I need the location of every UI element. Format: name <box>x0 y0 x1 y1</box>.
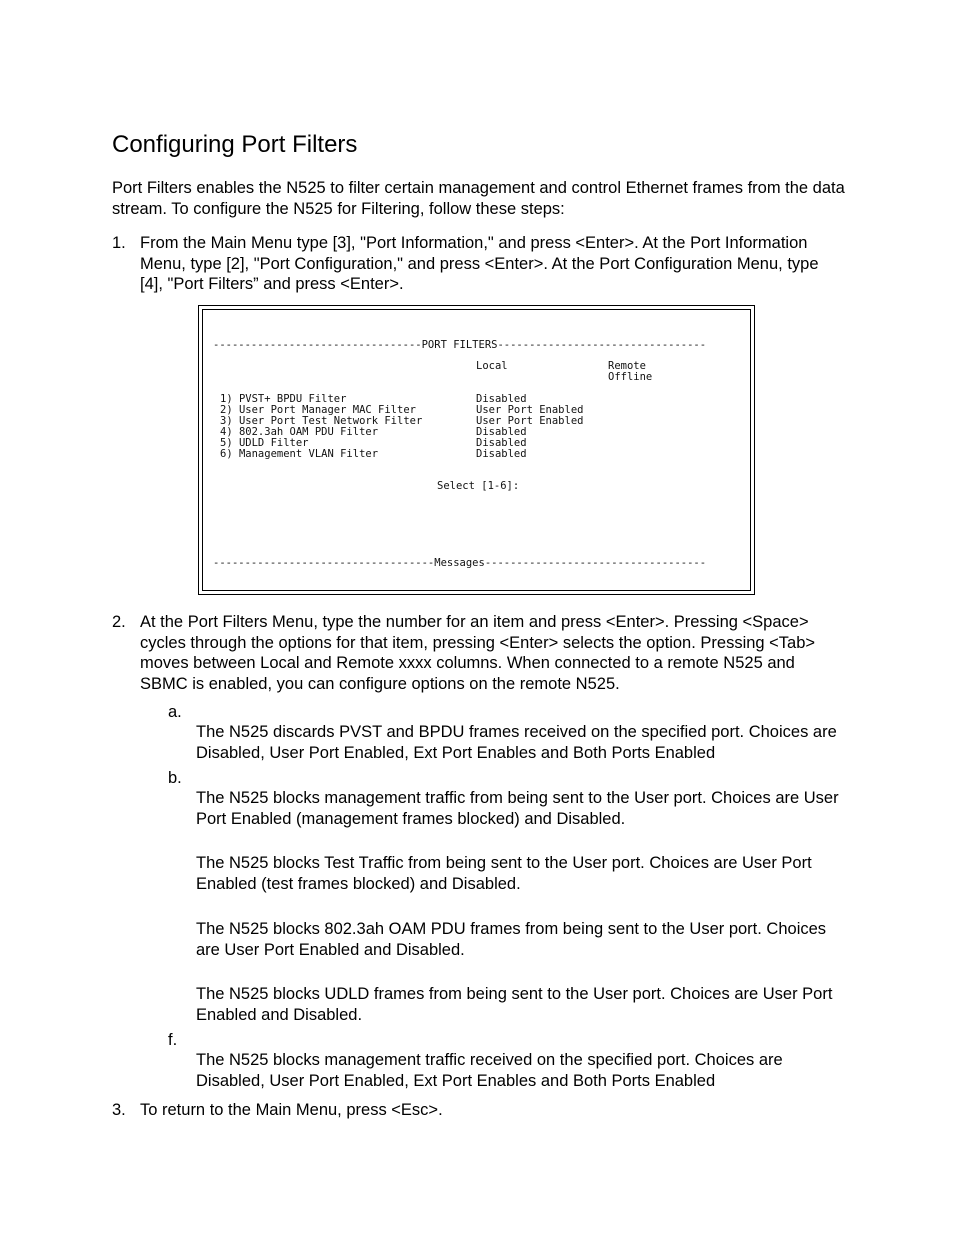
intro-paragraph: Port Filters enables the N525 to filter certain management and control Ethernet frames from the data stream. To configure the N525 for Filtering, follow these steps: <box>112 179 845 218</box>
menu-item-2-local-value: User Port Enabled <box>476 404 584 416</box>
menu-item-3-local-value: User Port Enabled <box>476 415 584 427</box>
column-remote-header: Remote <box>608 360 646 372</box>
remote-status: Offline <box>608 371 653 383</box>
menu-item-5-label[interactable]: 5) UDLD Filter <box>220 437 309 449</box>
step-1-number: 1. <box>112 234 126 252</box>
sub-item-c-text: The N525 blocks Test Traffic from being sent to the User port. Choices are User Port Enabled (test frames blocked) and Disabled. <box>196 854 812 893</box>
menu-item-6-local-value: Disabled <box>476 448 527 460</box>
select-prompt[interactable]: Select [1-6]: <box>437 480 520 492</box>
sub-item-f-text: The N525 blocks management traffic received on the specified port. Choices are Disabled, User Port Enabled, Ext Port Enables and Both Ports Enabled <box>196 1051 783 1090</box>
terminal-messages-line: -----------------------------------Messages----------------------------------- <box>213 557 707 569</box>
terminal-header-line: ---------------------------------PORT FILTERS--------------------------------- <box>213 339 707 351</box>
port-filters-terminal-screen <box>198 305 755 595</box>
step-2-number: 2. <box>112 613 126 631</box>
menu-item-6-label[interactable]: 6) Management VLAN Filter <box>220 448 379 460</box>
sub-item-f-letter: f. <box>168 1031 178 1049</box>
sub-item-b-text: The N525 blocks management traffic from being sent to the User port. Choices are User Port Enabled (management frames blocked) and Disabled. <box>196 789 839 828</box>
menu-item-4-local-value: Disabled <box>476 426 527 438</box>
terminal-inner-border <box>202 309 751 591</box>
menu-item-2-label[interactable]: 2) User Port Manager MAC Filter <box>220 404 416 416</box>
menu-item-1-label[interactable]: 1) PVST+ BPDU Filter <box>220 393 347 405</box>
page-title: Configuring Port Filters <box>112 131 358 158</box>
step-1-text: From the Main Menu type [3], "Port Information," and press <Enter>. At the Port Information Menu, type [2], "Port Configuration," and press <Enter>. At the Port Configuration Menu, type [4], "Port Filters” and press <Enter>. <box>140 234 819 293</box>
sub-item-e-text: The N525 blocks UDLD frames from being sent to the User port. Choices are User Port Enabled and Disabled. <box>196 985 833 1024</box>
step-3-text: To return to the Main Menu, press <Esc>. <box>140 1101 443 1119</box>
menu-item-3-label[interactable]: 3) User Port Test Network Filter <box>220 415 423 427</box>
column-local-header: Local <box>476 360 508 372</box>
step-3-number: 3. <box>112 1101 126 1119</box>
sub-item-a-text: The N525 discards PVST and BPDU frames received on the specified port. Choices are Disabled, User Port Enabled, Ext Port Enables and Both Ports Enabled <box>196 723 837 762</box>
sub-item-a-letter: a. <box>168 703 182 721</box>
menu-item-1-local-value: Disabled <box>476 393 527 405</box>
menu-item-4-label[interactable]: 4) 802.3ah OAM PDU Filter <box>220 426 379 438</box>
sub-item-b-letter: b. <box>168 769 182 787</box>
sub-item-d-text: The N525 blocks 802.3ah OAM PDU frames from being sent to the User port. Choices are User Port Enabled and Disabled. <box>196 920 827 959</box>
menu-item-5-local-value: Disabled <box>476 437 527 449</box>
step-2-text: At the Port Filters Menu, type the number for an item and press <Enter>. Pressing <Space> cycles through the options for that item, pressing <Enter> selects the option. Pressing <Tab> moves between Local and Remote xxxx columns. When connected to a remote N525 and SBMC is enabled, you can configure options on the remote N525. <box>140 613 816 693</box>
